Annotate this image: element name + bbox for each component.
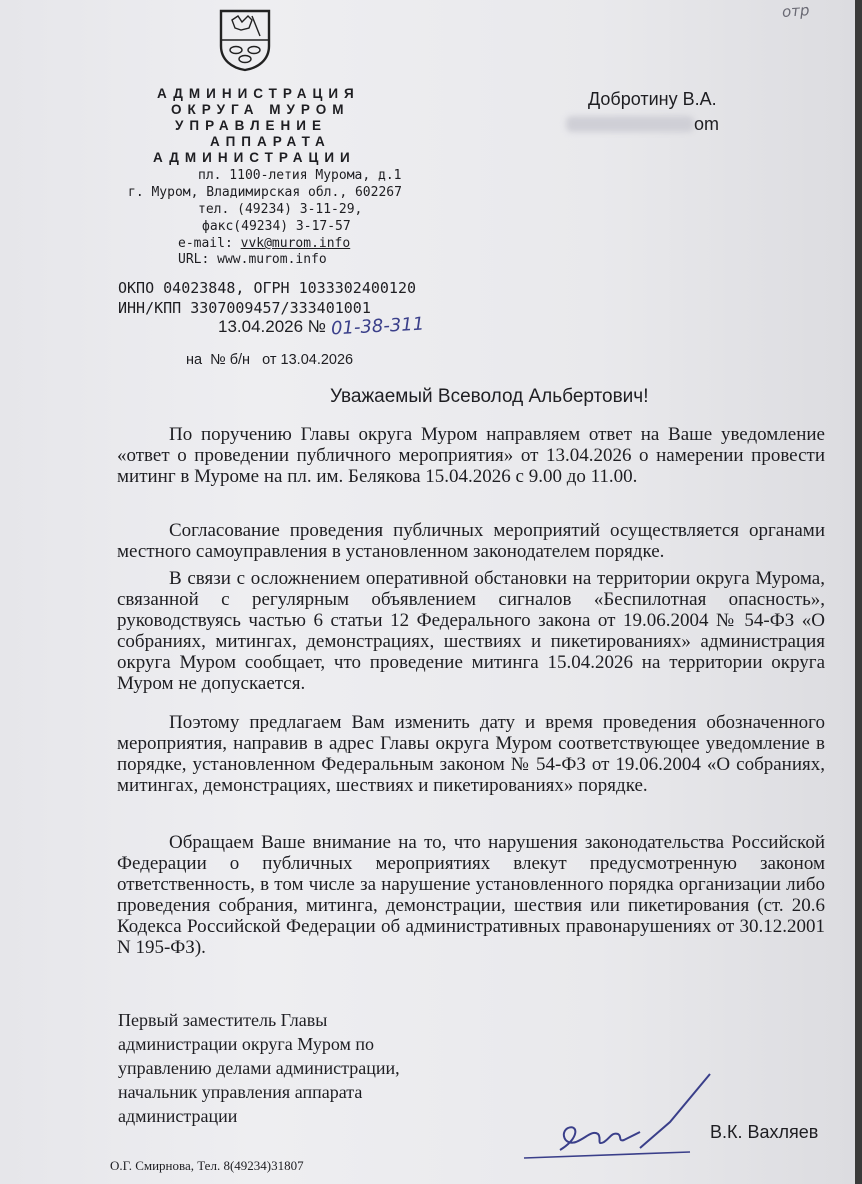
letter-paragraph-2: Согласование проведения публичных мероприятий осуществляется органами местного самоуправления в установленном законодателем порядке. xyxy=(117,520,825,562)
letter-paragraph-4: Поэтому предлагаем Вам изменить дату и время проведения обозначенного мероприятия, направив в адрес Главы округа Муром соответствующее уведомление в порядке, установленном Федеральным законом № 54-ФЗ от 19.06.2004 «О собраниях, митингах, демонстрациях, шествиях и пикетированиях» порядке. xyxy=(117,712,825,796)
address-line-1: пл. 1100-летия Мурома, д.1 xyxy=(198,168,402,183)
date-number-prefix: 13.04.2026 № xyxy=(218,317,327,336)
letterhead-line-5: АДМИНИСТРАЦИИ xyxy=(153,150,356,165)
email-label: e-mail: xyxy=(178,236,241,251)
letterhead-line-4: АППАРАТА xyxy=(210,134,331,149)
date-number-line xyxy=(218,313,425,340)
letterhead-line-3: УПРАВЛЕНИЕ xyxy=(175,118,328,133)
signer-position-line-2: администрации округа Муром по xyxy=(118,1034,375,1054)
address-line-2: г. Муром, Владимирская обл., 602267 xyxy=(128,185,402,200)
recipient-name: Добротину В.А. xyxy=(588,89,717,109)
address-line-4: факс(49234) 3-17-57 xyxy=(202,219,351,234)
url-line: URL: www.murom.info xyxy=(178,252,327,267)
okpo-line: ОКПО 04023848, ОГРН 1033302400120 xyxy=(118,279,417,297)
letterhead-line-1: АДМИНИСТРАЦИЯ xyxy=(157,86,360,101)
outgoing-number: 01-38-311 xyxy=(330,313,425,340)
redacted-email xyxy=(566,116,694,132)
recipient-email-tail: om xyxy=(694,114,720,134)
letter-paragraph-1: По поручению Главы округа Муром направляем ответ на Ваше уведомление «ответ о проведении публичного мероприятия» от 13.04.2026 о намерении провести митинг в Муроме на пл. им. Белякова 15.04.2026 с 9.00 до 11.00. xyxy=(117,424,825,487)
signer-position-line-3: управлению делами администрации, xyxy=(118,1058,400,1078)
letter-paragraph-3: В связи с осложнением оперативной обстановки на территории округа Мурома, связанной с регулярным объявлением сигналов «Беспилотная опасность», руководствуясь частью 6 статьи 12 Федерального закона от 19.06.2004 № 54-ФЗ «О собраниях, митингах, демонстрациях, шествиях и пикетированиях» администрация округа Муром сообщает, что проведение митинга 15.04.2026 на территории округа Муром не допускается. xyxy=(117,568,825,694)
signer-position-line-1: Первый заместитель Главы xyxy=(118,1010,328,1030)
signer-position-line-5: администрации xyxy=(118,1106,238,1126)
greeting: Уважаемый Всеволод Альбертович! xyxy=(330,386,649,407)
handwritten-signature xyxy=(520,1068,720,1168)
letter-paragraph-5: Обращаем Ваше внимание на то, что нарушения законодательства Российской Федерации о публичных мероприятиях влекут предусмотренную законом ответственность, в том числе за нарушение установленного порядка организации либо проведения собрания, митинга, демонстрации, шествия или пикетирования (ст. 20.6 Кодекса Российской Федерации об административных правонарушениях от 30.12.2001 N 195-ФЗ). xyxy=(117,832,825,958)
inn-line: ИНН/КПП 3307009457/333401001 xyxy=(118,299,371,317)
executor-line: О.Г. Смирнова, Тел. 8(49234)31807 xyxy=(110,1158,304,1173)
email-link[interactable]: vvk@murom.info xyxy=(240,236,351,251)
signer-name: В.К. Вахляев xyxy=(710,1122,819,1142)
email-line xyxy=(178,236,350,251)
corner-mark: отр xyxy=(781,1,811,21)
background-edge xyxy=(855,0,862,1184)
reply-to-line: на № б/н от 13.04.2026 xyxy=(186,352,354,368)
signer-position-line-4: начальник управления аппарата xyxy=(118,1082,363,1102)
letterhead-line-2: ОКРУГА МУРОМ xyxy=(171,102,350,117)
coat-of-arms-icon xyxy=(218,8,272,72)
address-line-3: тел. (49234) 3-11-29, xyxy=(198,202,363,217)
